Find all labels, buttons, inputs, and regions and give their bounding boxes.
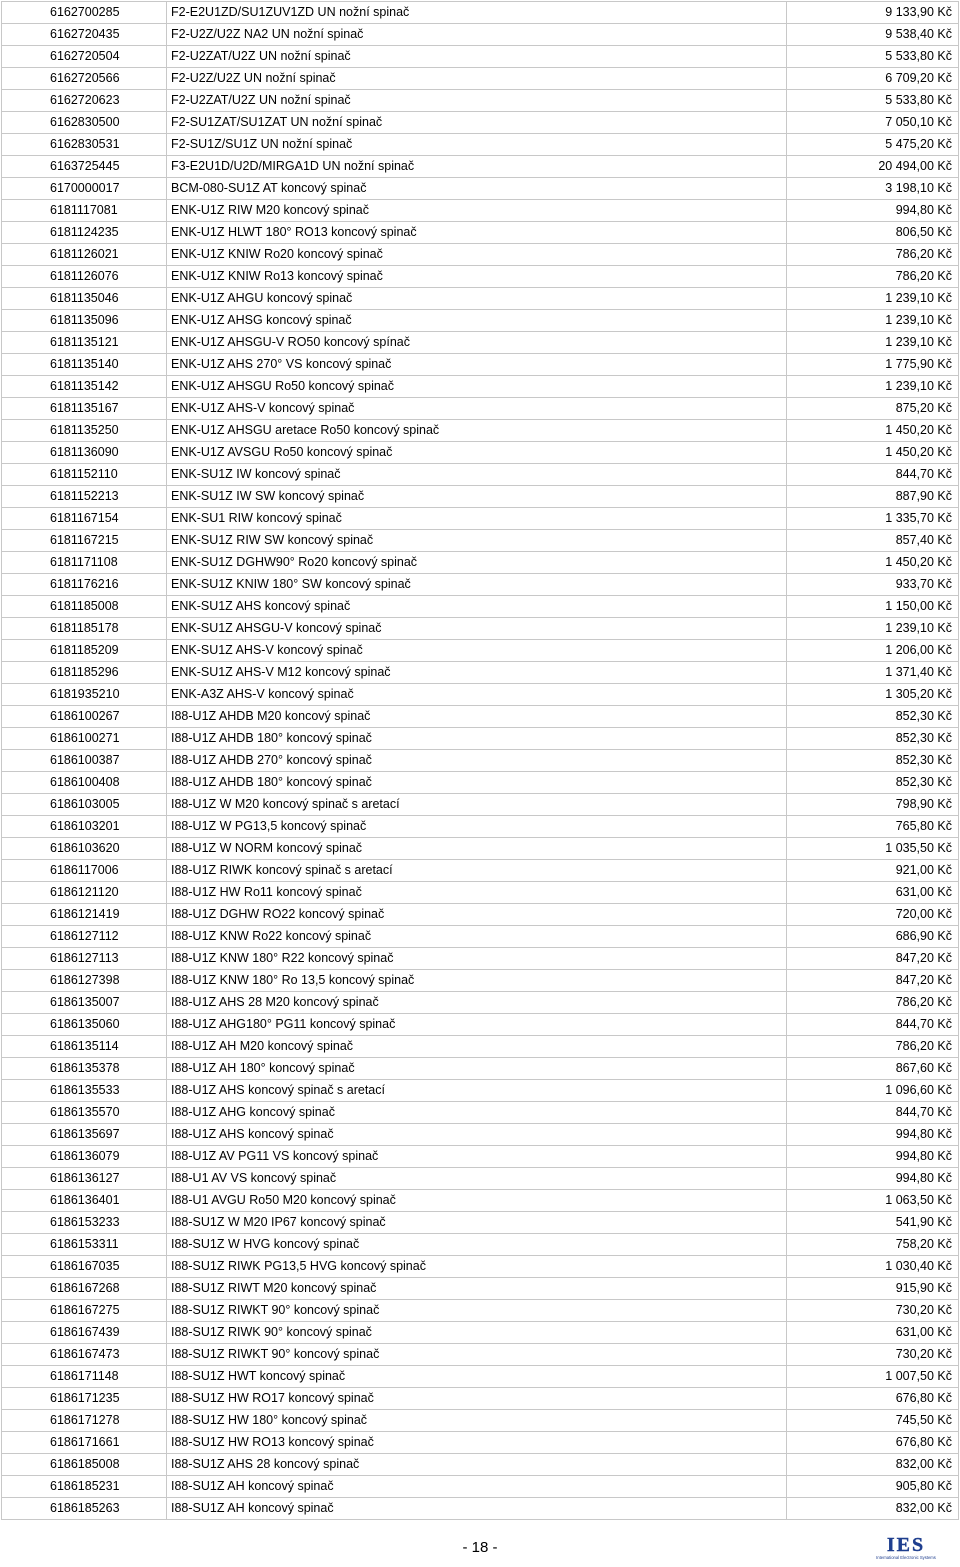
product-description: I88-SU1Z RIWT M20 koncový spinač (167, 1278, 787, 1300)
product-code: 6181136090 (2, 442, 167, 464)
table-row (2, 574, 959, 596)
product-description: F2-SU1ZAT/SU1ZAT UN nožní spinač (167, 112, 787, 134)
product-code: 6163725445 (2, 156, 167, 178)
product-description: I88-U1Z RIWK koncový spinač s aretací (167, 860, 787, 882)
table-row (2, 1300, 959, 1322)
product-description: I88-SU1Z RIWKT 90° koncový spinač (167, 1300, 787, 1322)
product-description: ENK-SU1Z AHSGU-V koncový spinač (167, 618, 787, 640)
table-row (2, 1146, 959, 1168)
product-description: I88-U1Z KNW Ro22 koncový spinač (167, 926, 787, 948)
table-row (2, 1410, 959, 1432)
product-description: ENK-U1Z AHS-V koncový spinač (167, 398, 787, 420)
product-description: I88-U1Z AHDB 270° koncový spinač (167, 750, 787, 772)
ies-logo (866, 1533, 946, 1561)
product-price: 1 239,10 Kč (787, 310, 959, 332)
table-row (2, 1366, 959, 1388)
table-row (2, 618, 959, 640)
table-row (2, 354, 959, 376)
product-description: ENK-SU1 RIW koncový spinač (167, 508, 787, 530)
product-price: 1 371,40 Kč (787, 662, 959, 684)
product-description: I88-SU1Z W HVG koncový spinač (167, 1234, 787, 1256)
table-row (2, 112, 959, 134)
product-description: I88-U1Z AHDB 180° koncový spinač (167, 772, 787, 794)
product-description: I88-U1Z W NORM koncový spinač (167, 838, 787, 860)
product-code: 6162720623 (2, 90, 167, 112)
price-list-table (1, 1, 959, 1520)
table-row (2, 596, 959, 618)
product-description: I88-SU1Z W M20 IP67 koncový spinač (167, 1212, 787, 1234)
product-description: ENK-U1Z AHSGU-V RO50 koncový spínač (167, 332, 787, 354)
product-description: ENK-SU1Z KNIW 180° SW koncový spinač (167, 574, 787, 596)
product-code: 6181176216 (2, 574, 167, 596)
product-description: ENK-U1Z AHSGU Ro50 koncový spinač (167, 376, 787, 398)
table-row (2, 882, 959, 904)
product-price: 1 150,00 Kč (787, 596, 959, 618)
product-description: F3-E2U1D/U2D/MIRGA1D UN nožní spinač (167, 156, 787, 178)
product-code: 6186103005 (2, 794, 167, 816)
table-row (2, 992, 959, 1014)
product-price: 786,20 Kč (787, 1036, 959, 1058)
product-price: 852,30 Kč (787, 750, 959, 772)
product-code: 6186121419 (2, 904, 167, 926)
table-row (2, 1234, 959, 1256)
product-code: 6162720504 (2, 46, 167, 68)
product-price: 1 239,10 Kč (787, 332, 959, 354)
product-description: I88-U1Z AH M20 koncový spinač (167, 1036, 787, 1058)
product-description: I88-SU1Z HW RO17 koncový spinač (167, 1388, 787, 1410)
product-description: I88-U1Z KNW 180° R22 koncový spinač (167, 948, 787, 970)
product-description: BCM-080-SU1Z AT koncový spinač (167, 178, 787, 200)
logo-text: IES (886, 1534, 926, 1556)
table-row (2, 310, 959, 332)
product-code: 6162830531 (2, 134, 167, 156)
product-description: I88-U1Z DGHW RO22 koncový spinač (167, 904, 787, 926)
product-price: 631,00 Kč (787, 882, 959, 904)
product-code: 6186117006 (2, 860, 167, 882)
product-description: I88-SU1Z HW 180° koncový spinač (167, 1410, 787, 1432)
product-code: 6186135007 (2, 992, 167, 1014)
product-price: 832,00 Kč (787, 1498, 959, 1520)
product-code: 6186167275 (2, 1300, 167, 1322)
product-price: 5 533,80 Kč (787, 46, 959, 68)
product-description: F2-E2U1ZD/SU1ZUV1ZD UN nožní spinač (167, 2, 787, 24)
product-price: 1 063,50 Kč (787, 1190, 959, 1212)
product-price: 20 494,00 Kč (787, 156, 959, 178)
product-code: 6162700285 (2, 2, 167, 24)
product-description: I88-U1Z AHG koncový spinač (167, 1102, 787, 1124)
product-description: ENK-U1Z RIW M20 koncový spinač (167, 200, 787, 222)
product-description: I88-U1Z W PG13,5 koncový spinač (167, 816, 787, 838)
product-code: 6186136127 (2, 1168, 167, 1190)
table-row (2, 178, 959, 200)
product-price: 9 133,90 Kč (787, 2, 959, 24)
product-description: F2-U2ZAT/U2Z UN nožní spinač (167, 46, 787, 68)
product-price: 745,50 Kč (787, 1410, 959, 1432)
table-row (2, 486, 959, 508)
product-description: I88-SU1Z RIWK 90° koncový spinač (167, 1322, 787, 1344)
table-row (2, 134, 959, 156)
table-row (2, 1190, 959, 1212)
product-price: 541,90 Kč (787, 1212, 959, 1234)
table-row (2, 222, 959, 244)
table-row (2, 1432, 959, 1454)
table-row (2, 1476, 959, 1498)
product-description: F2-U2Z/U2Z UN nožní spinač (167, 68, 787, 90)
product-code: 6181167215 (2, 530, 167, 552)
table-row (2, 420, 959, 442)
product-description: ENK-U1Z HLWT 180° RO13 koncový spinač (167, 222, 787, 244)
product-description: ENK-SU1Z AHS koncový spinač (167, 596, 787, 618)
product-price: 887,90 Kč (787, 486, 959, 508)
product-price: 1 206,00 Kč (787, 640, 959, 662)
product-price: 1 007,50 Kč (787, 1366, 959, 1388)
product-description: I88-U1Z AHS 28 M20 koncový spinač (167, 992, 787, 1014)
product-price: 6 709,20 Kč (787, 68, 959, 90)
product-description: ENK-U1Z AHSG koncový spinač (167, 310, 787, 332)
table-row (2, 1014, 959, 1036)
product-code: 6181117081 (2, 200, 167, 222)
table-row (2, 332, 959, 354)
table-row (2, 1344, 959, 1366)
price-list-body (2, 2, 959, 1520)
product-description: F2-U2ZAT/U2Z UN nožní spinač (167, 90, 787, 112)
table-row (2, 1102, 959, 1124)
product-description: ENK-SU1Z AHS-V koncový spinač (167, 640, 787, 662)
product-description: ENK-SU1Z DGHW90° Ro20 koncový spinač (167, 552, 787, 574)
product-description: ENK-U1Z AHS 270° VS koncový spinač (167, 354, 787, 376)
logo-tagline: International Electronic Systems (876, 1555, 936, 1560)
product-code: 6186167268 (2, 1278, 167, 1300)
product-description: I88-U1 AV VS koncový spinač (167, 1168, 787, 1190)
product-price: 1 775,90 Kč (787, 354, 959, 376)
product-description: I88-U1 AVGU Ro50 M20 koncový spinač (167, 1190, 787, 1212)
table-row (2, 376, 959, 398)
table-row (2, 1168, 959, 1190)
table-row (2, 970, 959, 992)
product-code: 6181167154 (2, 508, 167, 530)
product-code: 6186171148 (2, 1366, 167, 1388)
product-code: 6181135142 (2, 376, 167, 398)
product-code: 6186135533 (2, 1080, 167, 1102)
product-code: 6181185296 (2, 662, 167, 684)
table-row (2, 838, 959, 860)
table-row (2, 816, 959, 838)
table-row (2, 46, 959, 68)
product-price: 1 450,20 Kč (787, 420, 959, 442)
product-code: 6162830500 (2, 112, 167, 134)
product-code: 6181126021 (2, 244, 167, 266)
page-number: - 18 - (462, 1539, 498, 1556)
table-row (2, 794, 959, 816)
product-price: 847,20 Kč (787, 948, 959, 970)
product-price: 786,20 Kč (787, 244, 959, 266)
product-code: 6181185178 (2, 618, 167, 640)
product-description: ENK-U1Z KNIW Ro13 koncový spinač (167, 266, 787, 288)
table-row (2, 1256, 959, 1278)
product-price: 676,80 Kč (787, 1388, 959, 1410)
table-row (2, 552, 959, 574)
product-description: F2-U2Z/U2Z NA2 UN nožní spinač (167, 24, 787, 46)
product-price: 867,60 Kč (787, 1058, 959, 1080)
table-row (2, 772, 959, 794)
table-row (2, 1454, 959, 1476)
table-row (2, 750, 959, 772)
product-code: 6186100267 (2, 706, 167, 728)
product-description: I88-U1Z AHS koncový spinač s aretací (167, 1080, 787, 1102)
product-description: I88-SU1Z RIWKT 90° koncový spinač (167, 1344, 787, 1366)
product-description: I88-SU1Z AHS 28 koncový spinač (167, 1454, 787, 1476)
product-code: 6186153311 (2, 1234, 167, 1256)
product-price: 852,30 Kč (787, 706, 959, 728)
product-price: 5 533,80 Kč (787, 90, 959, 112)
product-price: 1 030,40 Kč (787, 1256, 959, 1278)
product-code: 6186171661 (2, 1432, 167, 1454)
product-price: 844,70 Kč (787, 464, 959, 486)
table-row (2, 398, 959, 420)
product-description: I88-SU1Z AH koncový spinač (167, 1498, 787, 1520)
product-description: I88-SU1Z RIWK PG13,5 HVG koncový spinač (167, 1256, 787, 1278)
product-description: I88-U1Z W M20 koncový spinač s aretací (167, 794, 787, 816)
product-code: 6186185008 (2, 1454, 167, 1476)
product-code: 6181171108 (2, 552, 167, 574)
table-row (2, 662, 959, 684)
product-description: F2-SU1Z/SU1Z UN nožní spinač (167, 134, 787, 156)
product-code: 6186167473 (2, 1344, 167, 1366)
product-code: 6186185263 (2, 1498, 167, 1520)
product-price: 905,80 Kč (787, 1476, 959, 1498)
product-price: 852,30 Kč (787, 772, 959, 794)
product-description: ENK-SU1Z IW SW koncový spinač (167, 486, 787, 508)
product-price: 857,40 Kč (787, 530, 959, 552)
product-price: 1 450,20 Kč (787, 442, 959, 464)
product-code: 6186127112 (2, 926, 167, 948)
table-row (2, 1322, 959, 1344)
table-row (2, 2, 959, 24)
product-price: 921,00 Kč (787, 860, 959, 882)
table-row (2, 24, 959, 46)
product-code: 6181126076 (2, 266, 167, 288)
table-row (2, 156, 959, 178)
product-description: ENK-SU1Z AHS-V M12 koncový spinač (167, 662, 787, 684)
product-price: 676,80 Kč (787, 1432, 959, 1454)
table-row (2, 1212, 959, 1234)
table-row (2, 1036, 959, 1058)
product-code: 6186185231 (2, 1476, 167, 1498)
product-price: 798,90 Kč (787, 794, 959, 816)
product-code: 6186136079 (2, 1146, 167, 1168)
product-price: 631,00 Kč (787, 1322, 959, 1344)
product-code: 6181135096 (2, 310, 167, 332)
product-code: 6186153233 (2, 1212, 167, 1234)
table-row (2, 508, 959, 530)
product-code: 6181152110 (2, 464, 167, 486)
product-price: 994,80 Kč (787, 200, 959, 222)
product-price: 994,80 Kč (787, 1124, 959, 1146)
product-price: 1 335,70 Kč (787, 508, 959, 530)
product-description: I88-U1Z AHDB M20 koncový spinač (167, 706, 787, 728)
product-description: I88-U1Z AH 180° koncový spinač (167, 1058, 787, 1080)
product-code: 6186100271 (2, 728, 167, 750)
product-price: 3 198,10 Kč (787, 178, 959, 200)
product-code: 6186135697 (2, 1124, 167, 1146)
product-code: 6181135250 (2, 420, 167, 442)
product-description: I88-U1Z AV PG11 VS koncový spinač (167, 1146, 787, 1168)
product-code: 6186136401 (2, 1190, 167, 1212)
product-description: I88-U1Z AHG180° PG11 koncový spinač (167, 1014, 787, 1036)
product-price: 1 035,50 Kč (787, 838, 959, 860)
table-row (2, 1080, 959, 1102)
table-row (2, 904, 959, 926)
table-row (2, 244, 959, 266)
product-price: 730,20 Kč (787, 1344, 959, 1366)
product-price: 994,80 Kč (787, 1146, 959, 1168)
table-row (2, 530, 959, 552)
product-price: 7 050,10 Kč (787, 112, 959, 134)
table-row (2, 948, 959, 970)
table-row (2, 1124, 959, 1146)
product-description: ENK-U1Z AHGU koncový spinač (167, 288, 787, 310)
product-code: 6186135114 (2, 1036, 167, 1058)
table-row (2, 1278, 959, 1300)
product-code: 6181135121 (2, 332, 167, 354)
table-row (2, 728, 959, 750)
product-description: ENK-SU1Z IW koncový spinač (167, 464, 787, 486)
product-description: I88-SU1Z AH koncový spinač (167, 1476, 787, 1498)
product-code: 6186103620 (2, 838, 167, 860)
product-price: 832,00 Kč (787, 1454, 959, 1476)
product-code: 6186103201 (2, 816, 167, 838)
product-description: ENK-U1Z KNIW Ro20 koncový spinač (167, 244, 787, 266)
product-price: 686,90 Kč (787, 926, 959, 948)
product-price: 1 450,20 Kč (787, 552, 959, 574)
table-row (2, 266, 959, 288)
product-price: 847,20 Kč (787, 970, 959, 992)
product-price: 1 305,20 Kč (787, 684, 959, 706)
product-price: 5 475,20 Kč (787, 134, 959, 156)
product-code: 6181185209 (2, 640, 167, 662)
table-row (2, 90, 959, 112)
product-description: I88-U1Z AHS koncový spinač (167, 1124, 787, 1146)
product-code: 6181135167 (2, 398, 167, 420)
product-description: ENK-A3Z AHS-V koncový spinač (167, 684, 787, 706)
product-code: 6186135570 (2, 1102, 167, 1124)
product-price: 875,20 Kč (787, 398, 959, 420)
product-price: 994,80 Kč (787, 1168, 959, 1190)
product-code: 6181135046 (2, 288, 167, 310)
product-price: 1 096,60 Kč (787, 1080, 959, 1102)
product-code: 6186171278 (2, 1410, 167, 1432)
product-code: 6181135140 (2, 354, 167, 376)
table-row (2, 68, 959, 90)
product-price: 9 538,40 Kč (787, 24, 959, 46)
product-price: 786,20 Kč (787, 992, 959, 1014)
product-description: I88-U1Z KNW 180° Ro 13,5 koncový spinač (167, 970, 787, 992)
product-code: 6170000017 (2, 178, 167, 200)
product-code: 6186127113 (2, 948, 167, 970)
table-row (2, 200, 959, 222)
table-row (2, 1498, 959, 1520)
product-code: 6181935210 (2, 684, 167, 706)
table-row (2, 860, 959, 882)
product-price: 933,70 Kč (787, 574, 959, 596)
product-code: 6186127398 (2, 970, 167, 992)
product-price: 915,90 Kč (787, 1278, 959, 1300)
table-row (2, 706, 959, 728)
product-code: 6181152213 (2, 486, 167, 508)
product-price: 844,70 Kč (787, 1014, 959, 1036)
product-code: 6162720566 (2, 68, 167, 90)
product-description: ENK-U1Z AVSGU Ro50 koncový spinač (167, 442, 787, 464)
table-row (2, 464, 959, 486)
product-code: 6181124235 (2, 222, 167, 244)
product-code: 6186167439 (2, 1322, 167, 1344)
table-row (2, 1058, 959, 1080)
product-price: 786,20 Kč (787, 266, 959, 288)
product-code: 6186135378 (2, 1058, 167, 1080)
product-description: ENK-SU1Z RIW SW koncový spinač (167, 530, 787, 552)
product-price: 844,70 Kč (787, 1102, 959, 1124)
table-row (2, 288, 959, 310)
product-price: 1 239,10 Kč (787, 376, 959, 398)
product-description: I88-U1Z HW Ro11 koncový spinač (167, 882, 787, 904)
product-code: 6186121120 (2, 882, 167, 904)
product-price: 852,30 Kč (787, 728, 959, 750)
product-price: 758,20 Kč (787, 1234, 959, 1256)
product-code: 6186167035 (2, 1256, 167, 1278)
table-row (2, 640, 959, 662)
table-row (2, 1388, 959, 1410)
product-price: 1 239,10 Kč (787, 618, 959, 640)
product-price: 1 239,10 Kč (787, 288, 959, 310)
table-row (2, 926, 959, 948)
product-description: I88-SU1Z HWT koncový spinač (167, 1366, 787, 1388)
product-code: 6186171235 (2, 1388, 167, 1410)
table-row (2, 442, 959, 464)
product-code: 6186100408 (2, 772, 167, 794)
product-price: 765,80 Kč (787, 816, 959, 838)
product-description: ENK-U1Z AHSGU aretace Ro50 koncový spinač (167, 420, 787, 442)
product-description: I88-SU1Z HW RO13 koncový spinač (167, 1432, 787, 1454)
product-code: 6181185008 (2, 596, 167, 618)
product-price: 806,50 Kč (787, 222, 959, 244)
product-code: 6162720435 (2, 24, 167, 46)
product-code: 6186135060 (2, 1014, 167, 1036)
product-price: 720,00 Kč (787, 904, 959, 926)
table-row (2, 684, 959, 706)
product-code: 6186100387 (2, 750, 167, 772)
product-price: 730,20 Kč (787, 1300, 959, 1322)
product-description: I88-U1Z AHDB 180° koncový spinač (167, 728, 787, 750)
